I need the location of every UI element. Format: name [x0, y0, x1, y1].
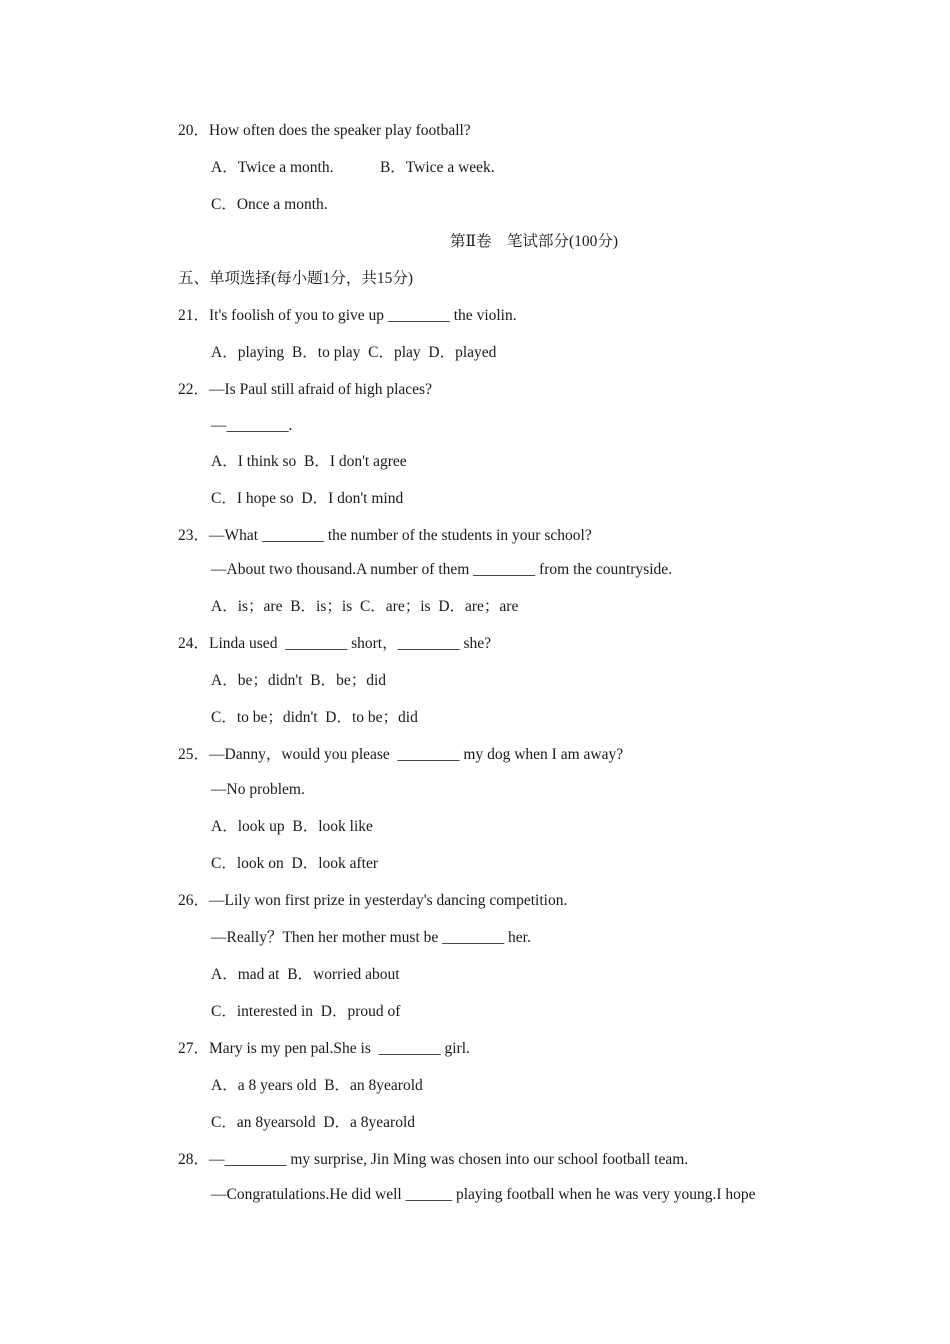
q27-options-cd: C．an 8yearsold D．a 8yearold — [211, 1114, 416, 1131]
q22-options-cd: C．I hope so D．I don't mind — [211, 490, 404, 507]
q23-options: A．is；are B．is；is C．are；is D．are；are — [211, 598, 519, 615]
q21-options: A．playing B．to play C．play D．played — [211, 344, 497, 361]
q26-reply: —Really？Then her mother must be ________ her. — [211, 929, 531, 946]
q20-options-ab: A．Twice a month. B．Twice a week. — [211, 159, 495, 176]
q20-stem: 20．How often does the speaker play football? — [178, 122, 471, 139]
q23-stem: 23．—What ________ the number of the students in your school? — [178, 527, 592, 544]
q25-options-ab: A．look up B．look like — [211, 818, 373, 835]
q26-options-ab: A．mad at B．worried about — [211, 966, 400, 983]
q23-reply: —About two thousand.A number of them ________ from the countryside. — [211, 561, 673, 578]
q25-reply: —No problem. — [211, 781, 305, 798]
q25-options-cd: C．look on D．look after — [211, 855, 379, 872]
q28-stem: 28．—________ my surprise, Jin Ming was chosen into our school football team. — [178, 1151, 689, 1168]
section5-title: 五、单项选择(每小题1分，共15分) — [178, 270, 414, 287]
q24-stem: 24．Linda used ________ short，________ she? — [178, 635, 491, 652]
q26-stem: 26．—Lily won first prize in yesterday's dancing competition. — [178, 892, 568, 909]
q24-options-ab: A．be；didn't B．be；did — [211, 672, 387, 689]
q25-stem: 25．—Danny，would you please ________ my dog when I am away? — [178, 746, 624, 763]
part2-title: 第Ⅱ卷 笔试部分(100分) — [449, 233, 619, 250]
q27-options-ab: A．a 8 years old B．an 8yearold — [211, 1077, 423, 1094]
q27-stem: 27．Mary is my pen pal.She is ________ girl. — [178, 1040, 470, 1057]
q22-stem: 22．—Is Paul still afraid of high places? — [178, 381, 432, 398]
q24-options-cd: C．to be；didn't D．to be；did — [211, 709, 418, 726]
q22-reply: —________. — [211, 417, 293, 434]
q22-options-ab: A．I think so B．I don't agree — [211, 453, 407, 470]
q26-options-cd: C．interested in D．proud of — [211, 1003, 401, 1020]
q21-stem: 21．It's foolish of you to give up ________ the violin. — [178, 307, 517, 324]
q28-reply: —Congratulations.He did well ______ playing football when he was very young.I hope — [211, 1186, 756, 1203]
q20-option-c: C．Once a month. — [211, 196, 328, 213]
